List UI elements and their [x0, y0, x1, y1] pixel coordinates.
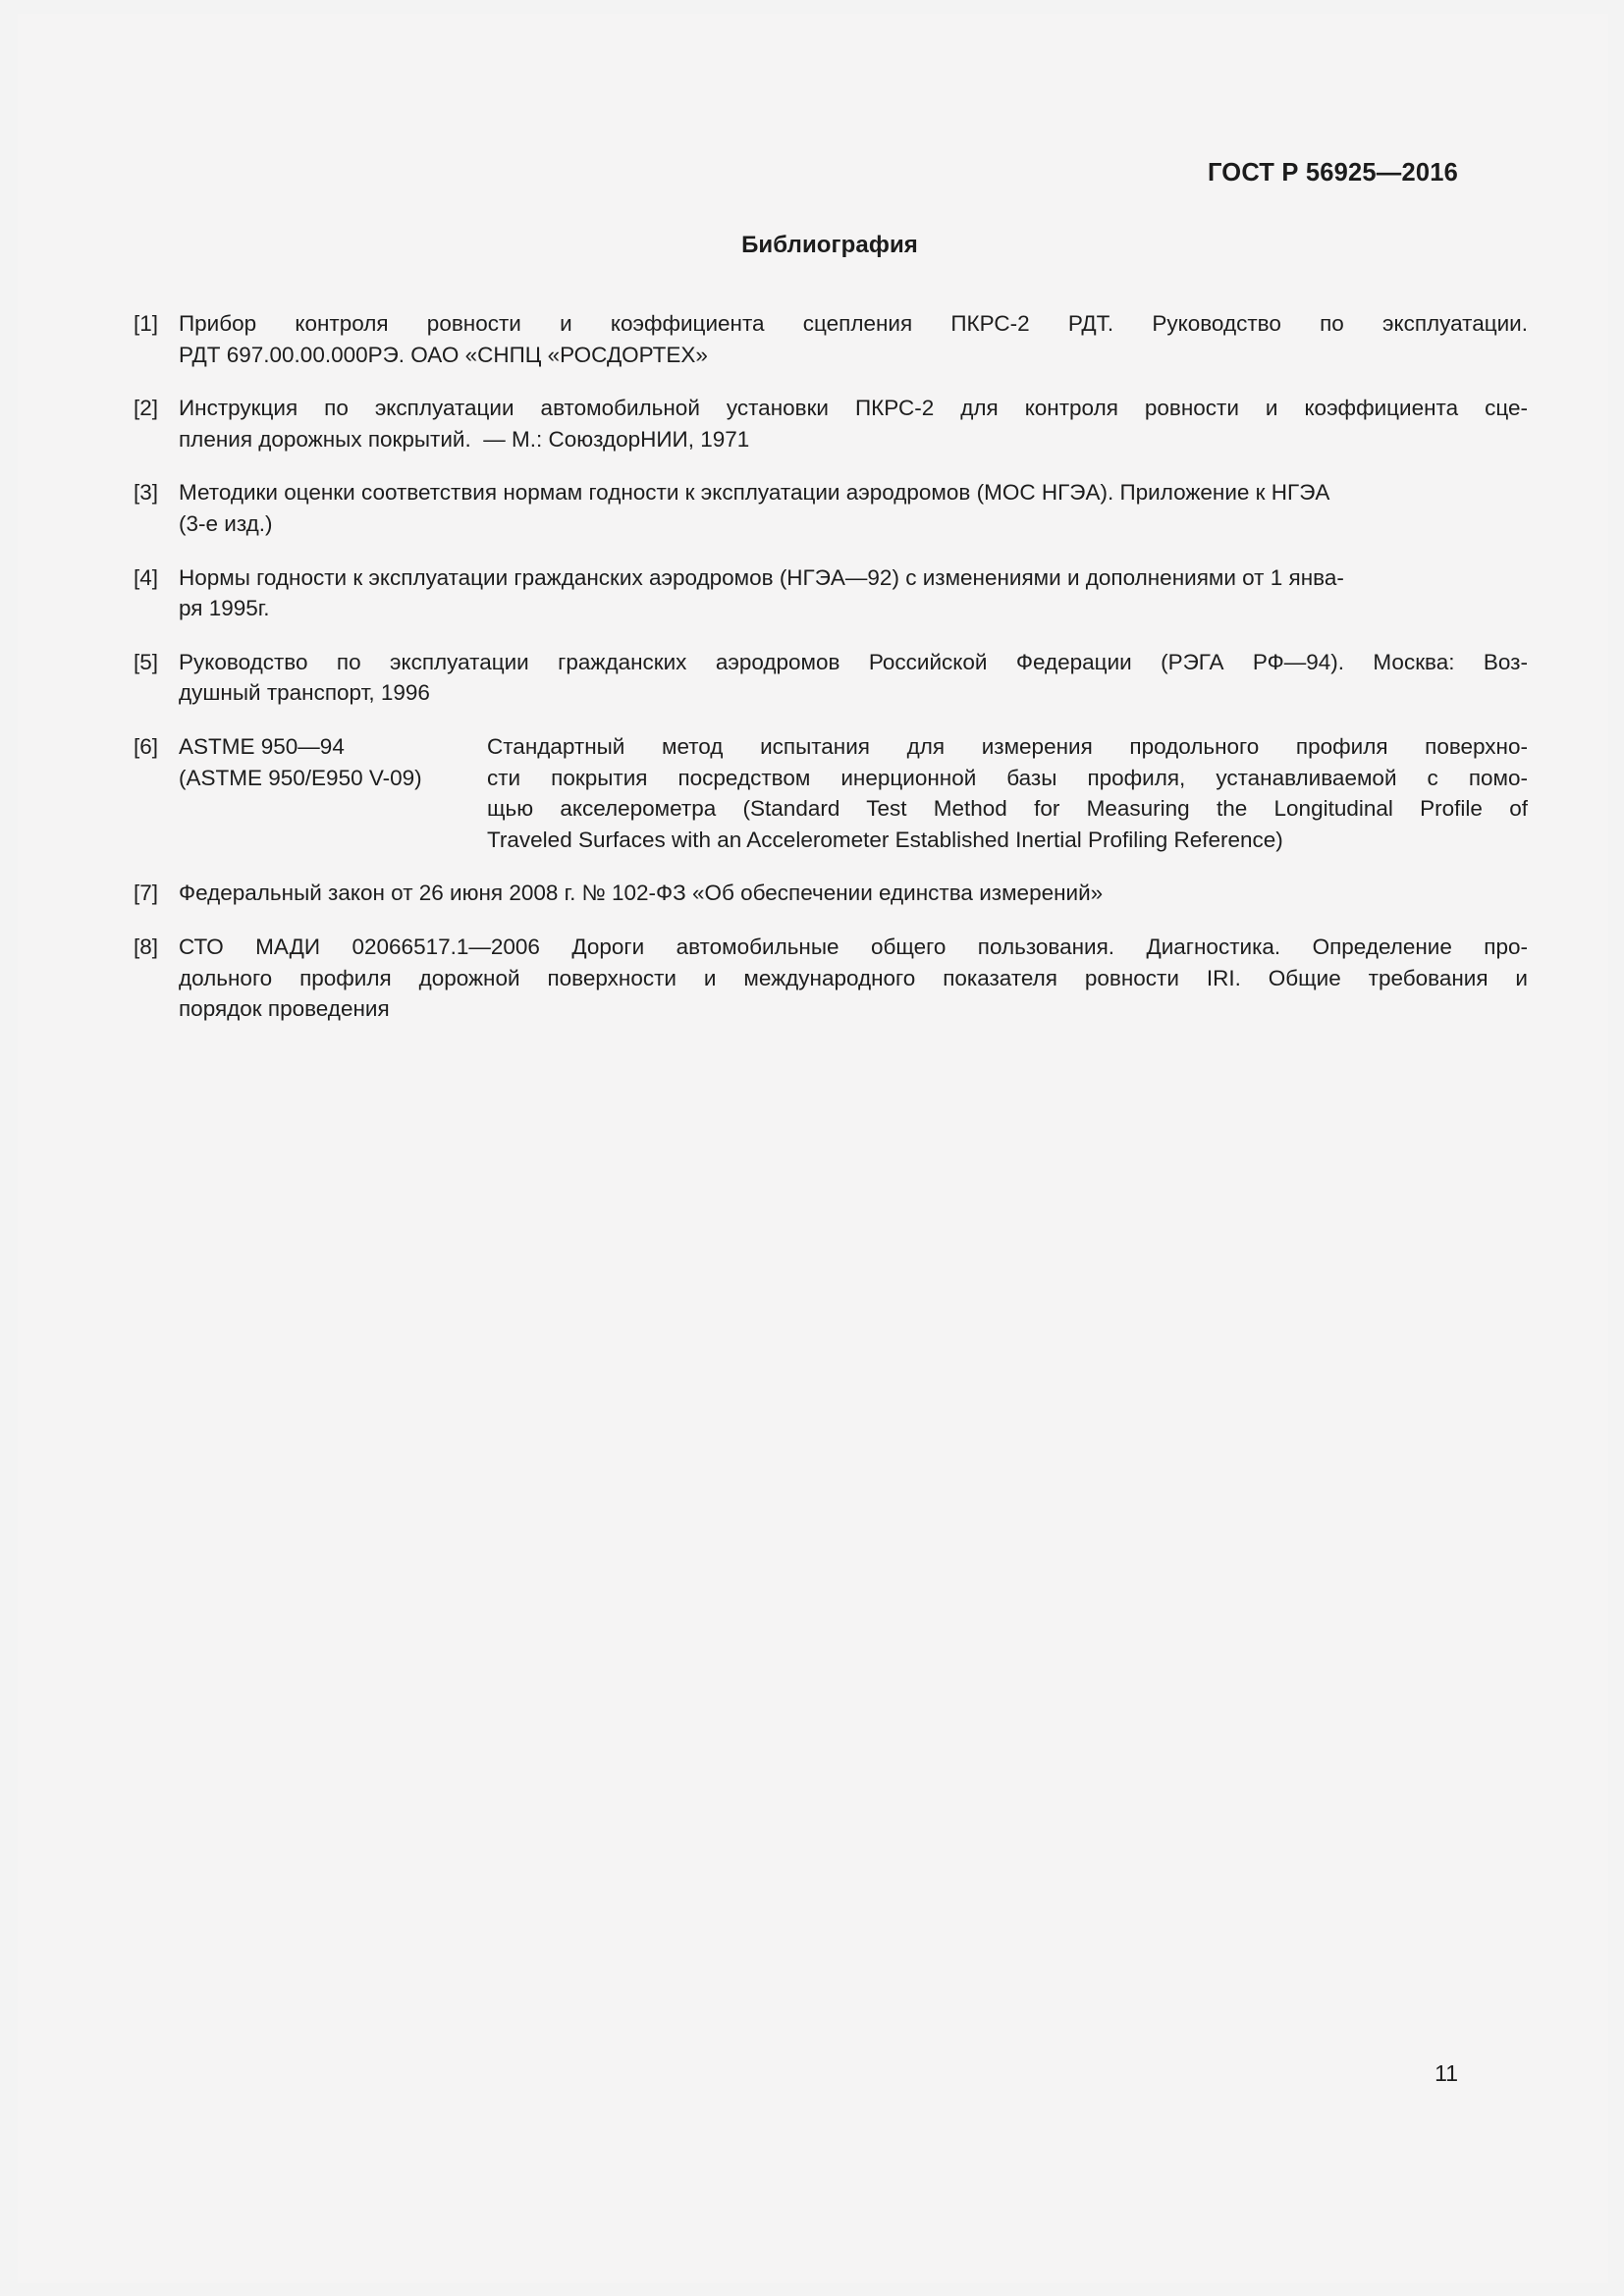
reference-marker: [3]: [134, 480, 159, 506]
bibliography-entry-5: [134, 647, 1528, 709]
reference-text: [179, 393, 1528, 454]
reference-line: ря 1995г.: [179, 596, 270, 621]
reference-line: Traveled Surfaces with an Accelerometer Established Inertial Profiling Reference): [487, 827, 1283, 852]
reference-line: щью акселерометра (Standard Test Method for Measuring the Longitudinal Profile of: [487, 796, 1528, 822]
bibliography-entry-3: [134, 477, 1528, 539]
bibliography-entry-6: [134, 731, 1528, 855]
page-number: 11: [1435, 2060, 1458, 2086]
reference-line: (ASTME 950/E950 V-09): [179, 765, 422, 790]
bibliography-list: [134, 308, 1528, 1047]
reference-line: Прибор контроля ровности и коэффициента сцепления ПКРС-2 РДТ. Руководство по эксплуатации.: [179, 311, 1528, 336]
bibliography-entry-4: [134, 562, 1528, 624]
reference-marker: [4]: [134, 564, 159, 590]
reference-line: Инструкция по эксплуатации автомобильной установки ПКРС-2 для контроля ровности и коэффициента сце-: [179, 396, 1528, 421]
reference-description: [487, 731, 1528, 855]
reference-line: (3-е изд.): [179, 510, 273, 536]
reference-line: Методики оценки соответствия нормам годности к эксплуатации аэродромов (МОС НГЭА). Приложение к НГЭА: [179, 480, 1330, 506]
reference-line: душный транспорт, 1996: [179, 680, 430, 706]
reference-text: [179, 647, 1528, 709]
page-title: Библиография: [741, 232, 918, 258]
reference-marker: [8]: [134, 934, 159, 959]
bibliography-entry-8: [134, 932, 1528, 1025]
reference-line: порядок проведения: [179, 996, 390, 1022]
reference-line: СТО МАДИ 02066517.1—2006 Дороги автомобильные общего пользования. Диагностика. Определение про-: [179, 934, 1528, 959]
reference-line: Руководство по эксплуатации гражданских аэродромов Российской Федерации (РЭГА РФ—94). Москва: Воз-: [179, 649, 1528, 674]
reference-line: сти покрытия посредством инерционной базы профиля, устанавливаемой с помо-: [487, 765, 1528, 790]
reference-line: Стандартный метод испытания для измерения продольного профиля поверхно-: [487, 733, 1528, 759]
reference-text: [179, 477, 1528, 539]
reference-text: [179, 308, 1528, 370]
reference-text: [179, 562, 1528, 624]
reference-line: пления дорожных покрытий. — М.: СоюздорНИИ, 1971: [179, 426, 750, 452]
reference-line: РДТ 697.00.00.000РЭ. ОАО «СНПЦ «РОСДОРТЕХ»: [179, 342, 708, 367]
reference-marker: [2]: [134, 396, 159, 421]
standard-number-header: ГОСТ Р 56925—2016: [1207, 159, 1458, 187]
reference-marker: [1]: [134, 311, 159, 336]
reference-line: ASTME 950—94: [179, 733, 345, 759]
reference-marker: [6]: [134, 733, 159, 759]
bibliography-entry-7: [134, 878, 1528, 909]
page-content-area: [18, 14, 1608, 2283]
reference-text: [179, 878, 1528, 909]
reference-standard-code: [179, 731, 473, 793]
reference-marker: [5]: [134, 649, 159, 674]
reference-text: [179, 932, 1528, 1025]
reference-line: Федеральный закон от 26 июня 2008 г. № 102-ФЗ «Об обеспечении единства измерений»: [179, 881, 1104, 906]
reference-line: Нормы годности к эксплуатации гражданских аэродромов (НГЭА—92) с изменениями и дополнениями от 1 янва-: [179, 564, 1344, 590]
reference-line: дольного профиля дорожной поверхности и международного показателя ровности IRI. Общие требования и: [179, 965, 1528, 990]
reference-marker: [7]: [134, 881, 159, 906]
bibliography-entry-1: [134, 308, 1528, 370]
bibliography-entry-2: [134, 393, 1528, 454]
